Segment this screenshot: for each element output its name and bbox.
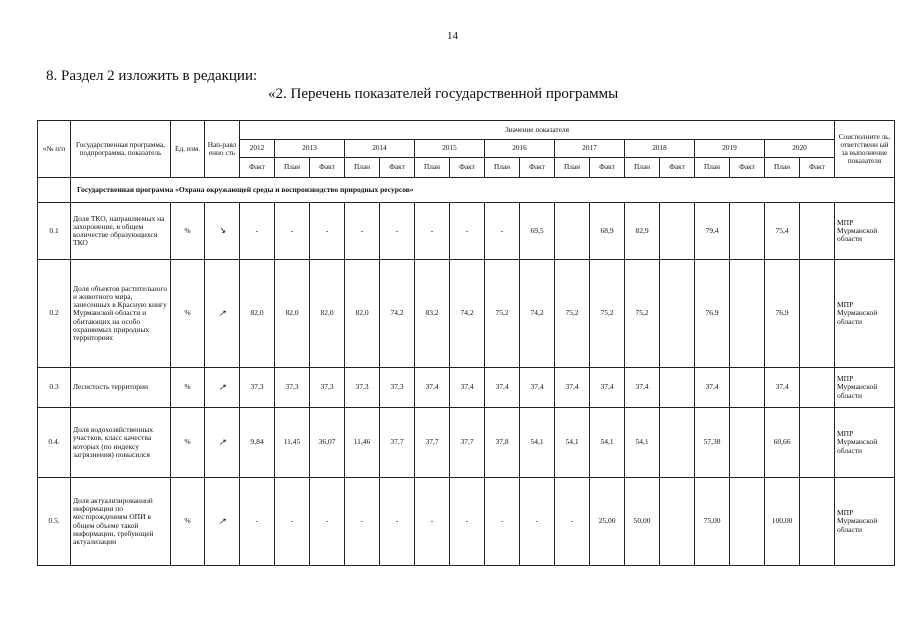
value-cell: 37,4 — [625, 368, 660, 408]
value-cell: - — [275, 203, 310, 260]
value-cell: 82,0 — [275, 260, 310, 368]
value-cell: 57,38 — [695, 408, 730, 478]
value-cell: 54,1 — [520, 408, 555, 478]
year-header: 2014 — [345, 140, 415, 158]
value-cell: - — [415, 203, 450, 260]
value-cell: 69,5 — [520, 203, 555, 260]
value-cell: 37,4 — [555, 368, 590, 408]
header-unit: Ед. изм. — [171, 121, 205, 178]
program-group-title: Государственная программа «Охрана окружающей среды и воспроизводство природных ресурсов» — [71, 178, 895, 203]
subheader: Факт — [730, 158, 765, 178]
value-cell: - — [450, 478, 485, 566]
value-cell: - — [310, 478, 345, 566]
value-cell: 82,9 — [625, 203, 660, 260]
header-direction: Нап-равл енно сть — [205, 121, 240, 178]
value-cell: 37,7 — [415, 408, 450, 478]
value-cell: 11,45 — [275, 408, 310, 478]
value-cell: 37,4 — [450, 368, 485, 408]
value-cell: 82,0 — [345, 260, 380, 368]
value-cell: 37,7 — [380, 408, 415, 478]
header-executor: Соисполните ль, ответственн ый за выполнение показателя — [835, 121, 895, 178]
subheader: План — [555, 158, 590, 178]
value-cell: 37,8 — [485, 408, 520, 478]
year-header: 2018 — [625, 140, 695, 158]
value-cell: - — [310, 203, 345, 260]
value-cell: 82,0 — [310, 260, 345, 368]
executor-cell: МПР Мурманской области — [835, 203, 895, 260]
value-cell: - — [450, 203, 485, 260]
subheader: Факт — [380, 158, 415, 178]
value-cell — [730, 260, 765, 368]
year-header: 2019 — [695, 140, 765, 158]
direction-arrow-icon: ↗ — [205, 478, 240, 566]
table-row — [38, 368, 895, 408]
subheader: План — [625, 158, 660, 178]
value-cell: - — [555, 478, 590, 566]
value-cell: 75,2 — [625, 260, 660, 368]
value-cell: 37,4 — [695, 368, 730, 408]
subheader: Факт — [660, 158, 695, 178]
value-cell: 75,4 — [765, 203, 800, 260]
unit-cell: % — [171, 203, 205, 260]
indicators-table — [37, 120, 895, 566]
executor-cell: МПР Мурманской области — [835, 478, 895, 566]
table-row — [38, 478, 895, 566]
value-cell — [800, 368, 835, 408]
page-number: 14 — [447, 30, 458, 42]
indicator-name: Лесистость территории — [71, 368, 171, 408]
value-cell — [800, 408, 835, 478]
value-cell: 60,66 — [765, 408, 800, 478]
value-cell — [730, 203, 765, 260]
unit-cell: % — [171, 260, 205, 368]
indicator-name: Доля ТКО, направляемых на захоронение, в общем количестве образующихся ТКО — [71, 203, 171, 260]
indicator-name: Доля водохозяйственных участков, класс качества которых (по индексу загрязнения) повысился — [71, 408, 171, 478]
value-cell — [660, 408, 695, 478]
value-cell: 74,2 — [520, 260, 555, 368]
row-num: 0.4. — [38, 408, 71, 478]
unit-cell: % — [171, 408, 205, 478]
value-cell — [555, 203, 590, 260]
value-cell: 75,2 — [555, 260, 590, 368]
direction-arrow-icon: ↘ — [205, 203, 240, 260]
unit-cell: % — [171, 368, 205, 408]
subheader: Факт — [800, 158, 835, 178]
value-cell: 37,4 — [520, 368, 555, 408]
value-cell: 37,4 — [590, 368, 625, 408]
value-cell: 11,46 — [345, 408, 380, 478]
table-row — [38, 203, 895, 260]
value-cell: 82,0 — [240, 260, 275, 368]
subheader: План — [485, 158, 520, 178]
value-cell: - — [275, 478, 310, 566]
value-cell: - — [240, 478, 275, 566]
value-cell — [660, 203, 695, 260]
executor-cell: МПР Мурманской области — [835, 368, 895, 408]
value-cell: - — [345, 478, 380, 566]
subheader: Факт — [450, 158, 485, 178]
value-cell: - — [380, 478, 415, 566]
value-cell — [800, 203, 835, 260]
row-num: 0.3 — [38, 368, 71, 408]
subheader: Факт — [310, 158, 345, 178]
value-cell — [660, 368, 695, 408]
subheader: Факт — [240, 158, 275, 178]
subheader: План — [415, 158, 450, 178]
table-row — [38, 260, 895, 368]
value-cell: 37,4 — [765, 368, 800, 408]
value-cell: 37,4 — [485, 368, 520, 408]
value-cell: 54,1 — [625, 408, 660, 478]
value-cell: 76,9 — [695, 260, 730, 368]
header-program: Государственная программа, подпрограмма, показатель — [71, 121, 171, 178]
direction-arrow-icon: ↗ — [205, 260, 240, 368]
direction-arrow-icon: ↗ — [205, 368, 240, 408]
executor-cell: МПР Мурманской области — [835, 408, 895, 478]
value-cell: - — [485, 478, 520, 566]
value-cell: - — [520, 478, 555, 566]
value-cell — [660, 260, 695, 368]
value-cell: 36,07 — [310, 408, 345, 478]
value-cell: - — [240, 203, 275, 260]
year-header: 2016 — [485, 140, 555, 158]
table-heading: «2. Перечень показателей государственной программы — [268, 86, 619, 102]
table-row — [38, 408, 895, 478]
year-header: 2012 — [240, 140, 275, 158]
year-header: 2017 — [555, 140, 625, 158]
value-cell — [730, 478, 765, 566]
year-header: 2013 — [275, 140, 345, 158]
value-cell: 9,84 — [240, 408, 275, 478]
indicator-name: Доля объектов растительного и животного мира, занесенных в Красную книгу Мурманской области и обитающих на особо охраняемых природных территориях — [71, 260, 171, 368]
subheader: План — [695, 158, 730, 178]
value-cell: 37,3 — [310, 368, 345, 408]
subheader: Факт — [590, 158, 625, 178]
subheader: План — [345, 158, 380, 178]
value-cell: - — [415, 478, 450, 566]
value-cell: 37,3 — [380, 368, 415, 408]
value-cell: 79,4 — [695, 203, 730, 260]
value-cell: 25,00 — [590, 478, 625, 566]
direction-arrow-icon: ↗ — [205, 408, 240, 478]
value-cell: 50,00 — [625, 478, 660, 566]
value-cell: 75,2 — [590, 260, 625, 368]
value-cell: 68,9 — [590, 203, 625, 260]
row-num: 0.1 — [38, 203, 71, 260]
subheader: План — [275, 158, 310, 178]
year-header: 2015 — [415, 140, 485, 158]
value-cell: 37,3 — [345, 368, 380, 408]
executor-cell: МПР Мурманской области — [835, 260, 895, 368]
value-cell — [660, 478, 695, 566]
value-cell: 76,9 — [765, 260, 800, 368]
row-num: 0.5. — [38, 478, 71, 566]
subheader: Факт — [520, 158, 555, 178]
unit-cell: % — [171, 478, 205, 566]
row-num: 0.2 — [38, 260, 71, 368]
value-cell: 75,00 — [695, 478, 730, 566]
value-cell: 100,00 — [765, 478, 800, 566]
value-cell: - — [380, 203, 415, 260]
value-cell: - — [485, 203, 520, 260]
value-cell: 54,1 — [555, 408, 590, 478]
value-cell: 83,2 — [415, 260, 450, 368]
indicator-name: Доля актуализированной информации по месторождениям ОПИ в общем объеме такой информации, требующей актуализации — [71, 478, 171, 566]
value-cell — [730, 408, 765, 478]
value-cell: 74,2 — [380, 260, 415, 368]
value-cell — [800, 260, 835, 368]
value-cell: 37,4 — [415, 368, 450, 408]
value-cell: 37,3 — [275, 368, 310, 408]
value-cell: 74,2 — [450, 260, 485, 368]
value-cell — [730, 368, 765, 408]
subheader: План — [765, 158, 800, 178]
section-instruction: 8. Раздел 2 изложить в редакции: — [46, 68, 258, 84]
value-cell: 37,3 — [240, 368, 275, 408]
value-cell — [800, 478, 835, 566]
value-cell: 75,2 — [485, 260, 520, 368]
value-cell: 54,1 — [590, 408, 625, 478]
value-cell: 37,7 — [450, 408, 485, 478]
value-cell: - — [345, 203, 380, 260]
header-value: Значение показателя — [240, 121, 835, 140]
year-header: 2020 — [765, 140, 835, 158]
header-num: «№ п/п — [38, 121, 71, 178]
